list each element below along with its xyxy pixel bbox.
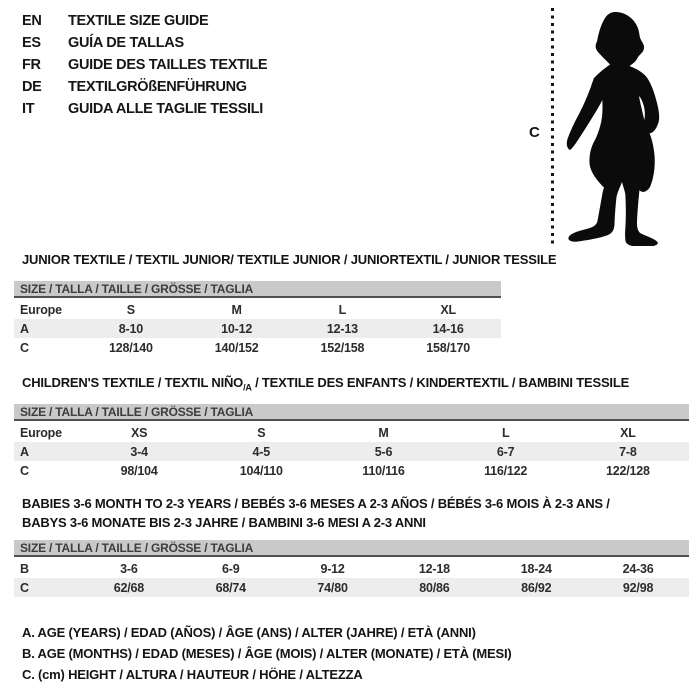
children-size-header: SIZE / TALLA / TAILLE / GRÖSSE / TAGLIA — [14, 404, 689, 421]
size-value-cell: 122/128 — [605, 463, 650, 478]
legend-line: C. (cm) HEIGHT / ALTURA / HAUTEUR / HÖHE / ALTEZZA — [22, 667, 363, 682]
size-value-cell: 8-10 — [118, 321, 143, 336]
size-value-cell: 104/110 — [239, 463, 283, 478]
size-value-cell: L — [338, 302, 347, 317]
junior-section-title: JUNIOR TEXTILE / TEXTIL JUNIOR/ TEXTILE JUNIOR / JUNIORTEXTIL / JUNIOR TESSILE — [22, 252, 557, 267]
size-table-row — [14, 300, 501, 319]
row-label-cell: C — [20, 340, 29, 355]
size-table-row — [14, 442, 689, 461]
size-value-cell: 140/152 — [214, 340, 259, 355]
language-row — [22, 10, 267, 32]
language-code: IT — [22, 101, 35, 117]
size-value-cell: 10-12 — [221, 321, 253, 336]
size-value-cell: XL — [440, 302, 456, 317]
junior-size-table — [14, 300, 501, 357]
size-value-cell: 80/86 — [419, 580, 450, 595]
size-value-cell: 62/68 — [113, 580, 145, 595]
size-value-cell: 6-9 — [222, 561, 240, 576]
size-value-cell: S — [126, 302, 135, 317]
size-table-row — [14, 423, 689, 442]
height-measure-label: C — [529, 124, 540, 141]
language-row — [22, 76, 267, 98]
row-label-cell: C — [20, 580, 29, 595]
size-value-cell: S — [257, 425, 266, 440]
row-label-cell: B — [20, 561, 29, 576]
children-size-table — [14, 423, 689, 480]
size-table-row — [14, 319, 501, 338]
row-label-cell: Europe — [20, 302, 62, 317]
babies-title-line-2: BABYS 3-6 MONATE BIS 2-3 JAHRE / BAMBINI 3-6 MESI A 2-3 ANNI — [22, 515, 426, 530]
junior-size-header: SIZE / TALLA / TAILLE / GRÖSSE / TAGLIA — [14, 281, 501, 298]
size-value-cell: 4-5 — [252, 444, 271, 459]
size-value-cell: 24-36 — [622, 561, 654, 576]
row-label-cell: C — [20, 463, 29, 478]
size-value-cell: 86/92 — [521, 580, 552, 595]
language-row — [22, 54, 267, 76]
language-code: EN — [22, 13, 42, 29]
language-code: FR — [22, 57, 41, 73]
size-table-row — [14, 559, 689, 578]
size-value-cell: L — [501, 425, 510, 440]
legend-line: B. AGE (MONTHS) / EDAD (MESES) / ÂGE (MOIS) / ALTER (MONATE) / ETÀ (MESI) — [22, 646, 512, 661]
row-label-cell: A — [20, 444, 29, 459]
language-guide-title: GUIDA ALLE TAGLIE TESSILI — [68, 101, 263, 117]
size-value-cell: XS — [130, 425, 148, 440]
size-value-cell: M — [231, 302, 242, 317]
size-value-cell: 9-12 — [320, 561, 345, 576]
toddler-silhouette-icon — [556, 2, 696, 246]
language-row — [22, 98, 267, 120]
size-value-cell: 152/158 — [320, 340, 365, 355]
language-guide-title: GUÍA DE TALLAS — [68, 35, 184, 51]
size-value-cell: XL — [620, 425, 636, 440]
language-guide-title: TEXTILGRÖßENFÜHRUNG — [68, 79, 247, 95]
size-value-cell: 12-18 — [418, 561, 450, 576]
size-value-cell: 92/98 — [622, 580, 654, 595]
size-value-cell: 7-8 — [619, 444, 637, 459]
size-value-cell: 12-13 — [326, 321, 358, 336]
babies-section-title — [22, 494, 610, 532]
size-table-row — [14, 338, 501, 357]
size-value-cell: 3-4 — [130, 444, 148, 459]
babies-title-line-1: BABIES 3-6 MONTH TO 2-3 YEARS / BEBÉS 3-6 MESES A 2-3 AÑOS / BÉBÉS 3-6 MOIS À 2-3 ANS / — [22, 496, 610, 511]
language-guide-title: TEXTILE SIZE GUIDE — [68, 13, 209, 29]
size-value-cell: 98/104 — [120, 463, 158, 478]
size-value-cell: 14-16 — [432, 321, 464, 336]
language-title-list — [22, 10, 267, 120]
height-measure-dashed-line — [551, 8, 554, 246]
language-code: DE — [22, 79, 42, 95]
size-value-cell: 128/140 — [108, 340, 153, 355]
children-section-title — [22, 373, 629, 398]
language-code: ES — [22, 35, 41, 51]
size-value-cell: 74/80 — [317, 580, 348, 595]
size-value-cell: 116/122 — [484, 463, 528, 478]
size-value-cell: M — [378, 425, 389, 440]
language-row — [22, 32, 267, 54]
babies-size-header: SIZE / TALLA / TAILLE / GRÖSSE / TAGLIA — [14, 540, 689, 557]
size-value-cell: 6-7 — [496, 444, 515, 459]
legend-line: A. AGE (YEARS) / EDAD (AÑOS) / ÂGE (ANS) / ALTER (JAHRE) / ETÀ (ANNI) — [22, 625, 476, 640]
size-value-cell: 3-6 — [120, 561, 138, 576]
size-value-cell: 110/116 — [362, 463, 405, 478]
row-label-cell: A — [20, 321, 29, 336]
size-table-row — [14, 578, 689, 597]
size-value-cell: 68/74 — [215, 580, 246, 595]
children-title-text-rest: / TEXTILE DES ENFANTS / KINDERTEXTIL / BAMBINI TESSILE — [251, 375, 630, 390]
babies-size-table — [14, 559, 689, 597]
children-title-text: CHILDREN'S TEXTILE / TEXTIL NIÑO — [22, 375, 244, 390]
size-value-cell: 158/170 — [426, 340, 471, 355]
children-title-subscript: /A — [243, 382, 252, 393]
size-table-row — [14, 461, 689, 480]
size-value-cell: 5-6 — [374, 444, 393, 459]
row-label-cell: Europe — [20, 425, 62, 440]
measure-legend — [22, 622, 512, 685]
language-guide-title: GUIDE DES TAILLES TEXTILE — [68, 57, 268, 73]
size-value-cell: 18-24 — [520, 561, 552, 576]
